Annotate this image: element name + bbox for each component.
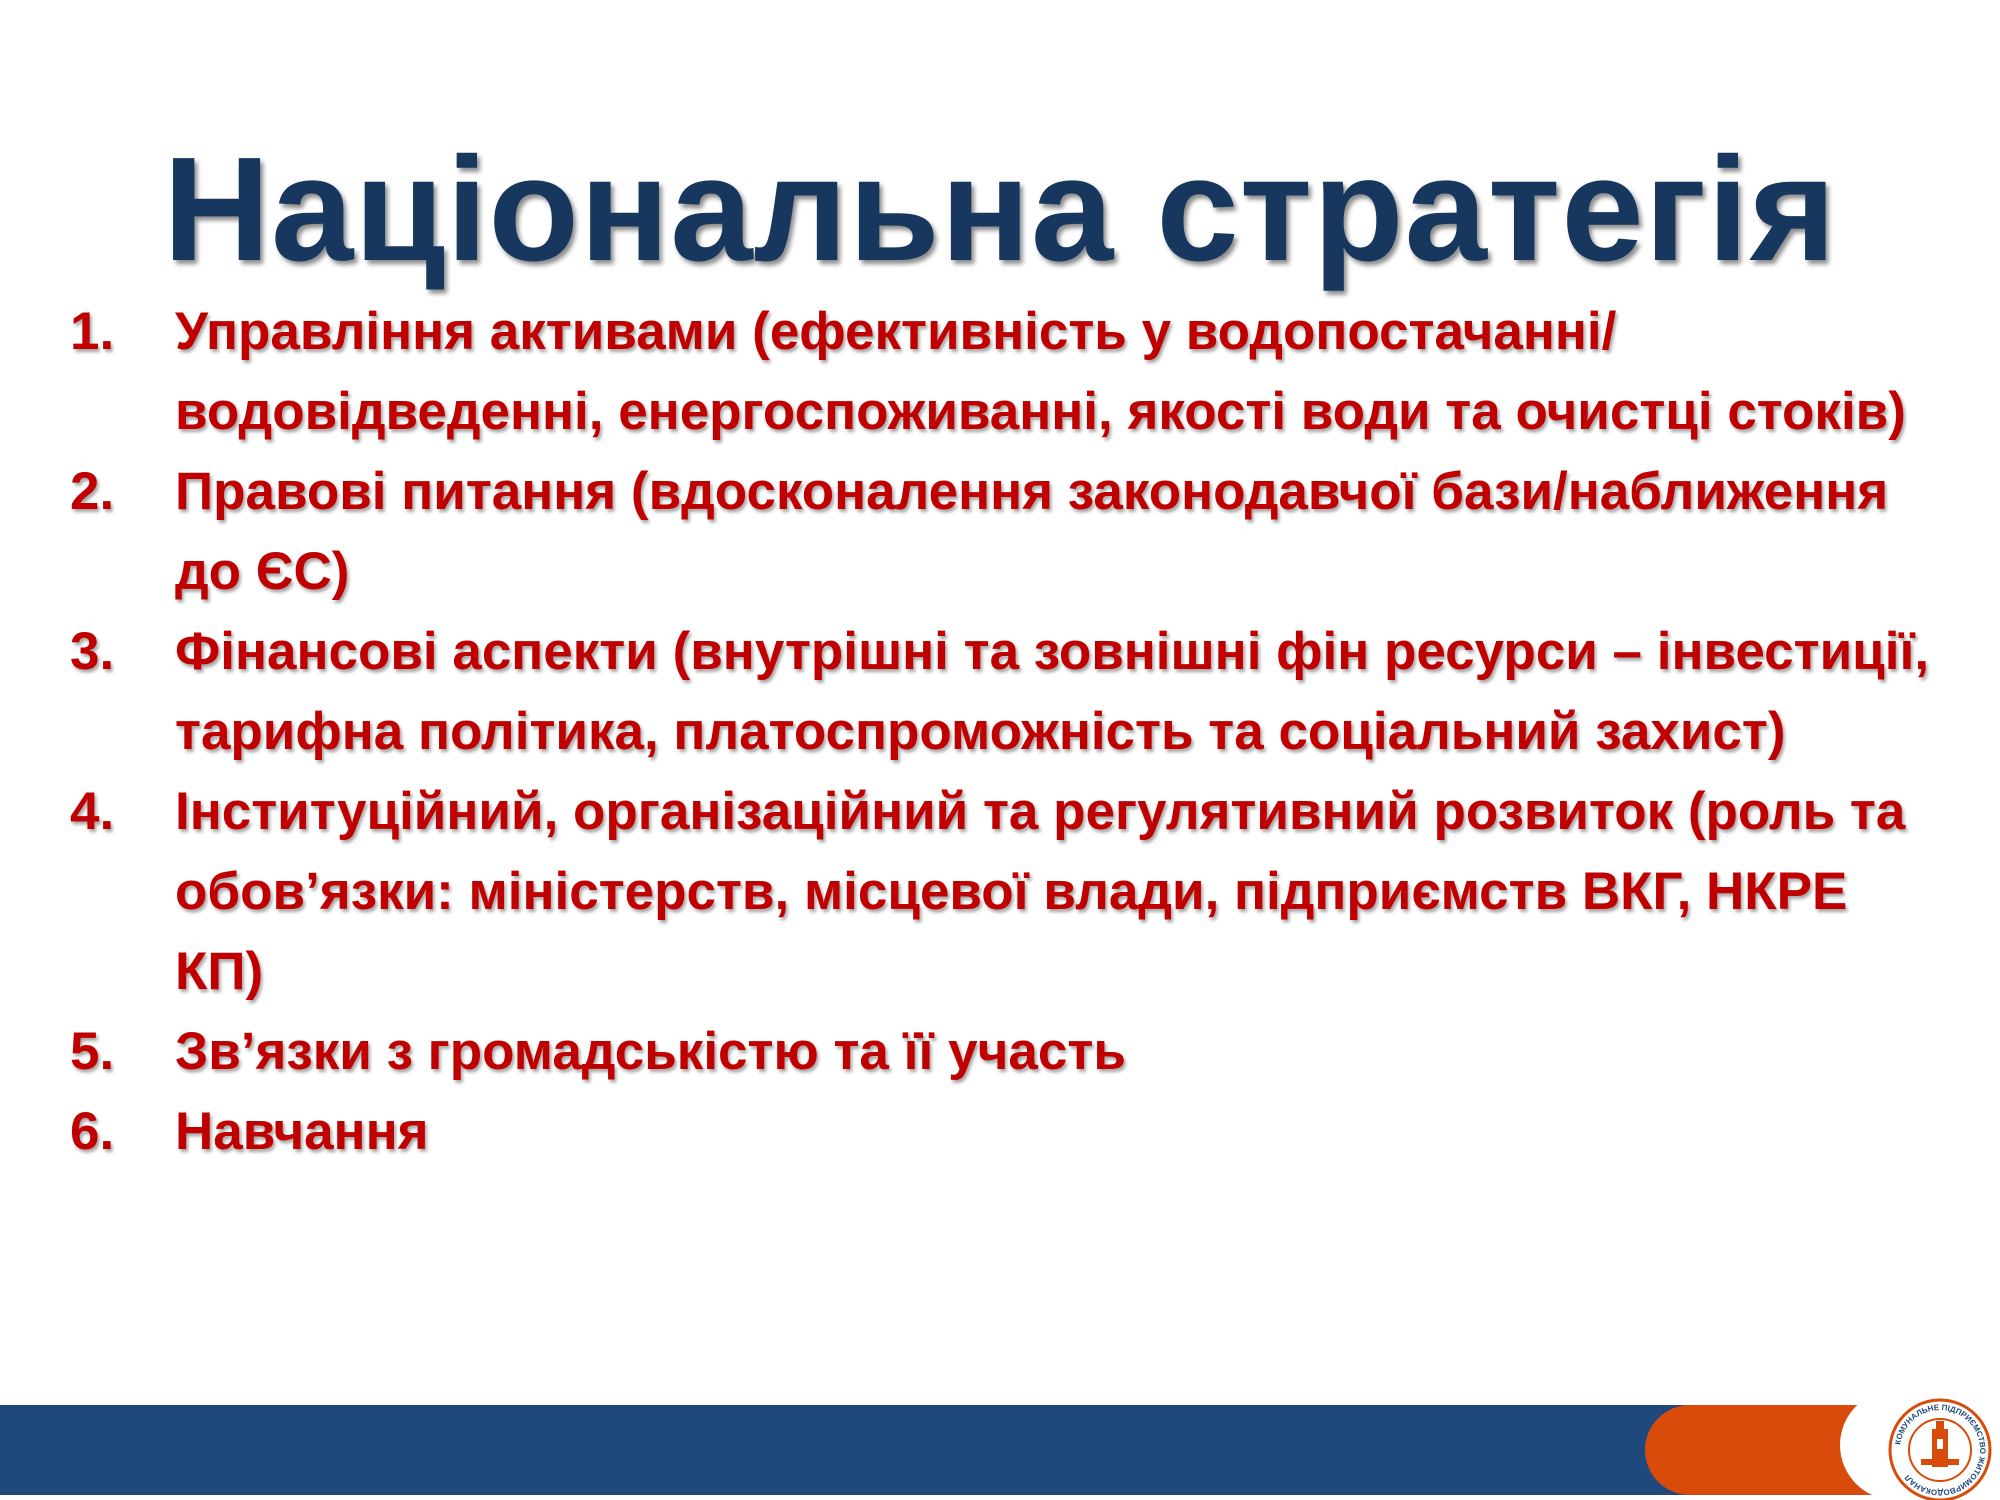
- list-item: [70, 612, 1930, 772]
- list-item-text: Фінансові аспекти (внутрішні та зовнішні фін ресурси – інвестиції, тарифна політика, платоспроможність та соціальний захист): [175, 622, 1930, 761]
- list-item: [70, 452, 1930, 612]
- list-item-number: 4.: [70, 782, 115, 841]
- list-item-number: 3.: [70, 622, 115, 681]
- list-item-text: Правові питання (вдосконалення законодавчої бази/наближення до ЄС): [175, 462, 1889, 601]
- list-item: [70, 1092, 1930, 1172]
- list-item-number: 2.: [70, 462, 115, 521]
- list-item-text: Зв’язки з громадськістю та її участь: [175, 1022, 1126, 1081]
- list-item: [70, 772, 1930, 1012]
- list-item-text: Інституційний, організаційний та регулятивний розвиток (роль та обов’язки: міністерств, місцевої влади, підприємств ВКГ, НКРЕ КП): [175, 782, 1906, 1001]
- list-item: [70, 1012, 1930, 1092]
- company-logo-icon: [1885, 1395, 1995, 1500]
- slide-title: Національна стратегія: [163, 127, 1837, 293]
- strategy-list: [70, 292, 1930, 1172]
- list-item-text: Управління активами (ефективність у водопостачанні/водовідведенні, енергоспоживанні, якості води та очистці стоків): [175, 302, 1906, 441]
- list-item-number: 6.: [70, 1102, 115, 1161]
- list-item-number: 1.: [70, 302, 115, 361]
- list-item-text: Навчання: [175, 1102, 429, 1161]
- logo-text: КОМУНАЛЬНЕ ПІДПРИЄМСТВО ЖИТОМИРВОДОКАНАЛ: [1893, 1402, 1988, 1498]
- list-item-number: 5.: [70, 1022, 115, 1081]
- list-item: [70, 292, 1930, 452]
